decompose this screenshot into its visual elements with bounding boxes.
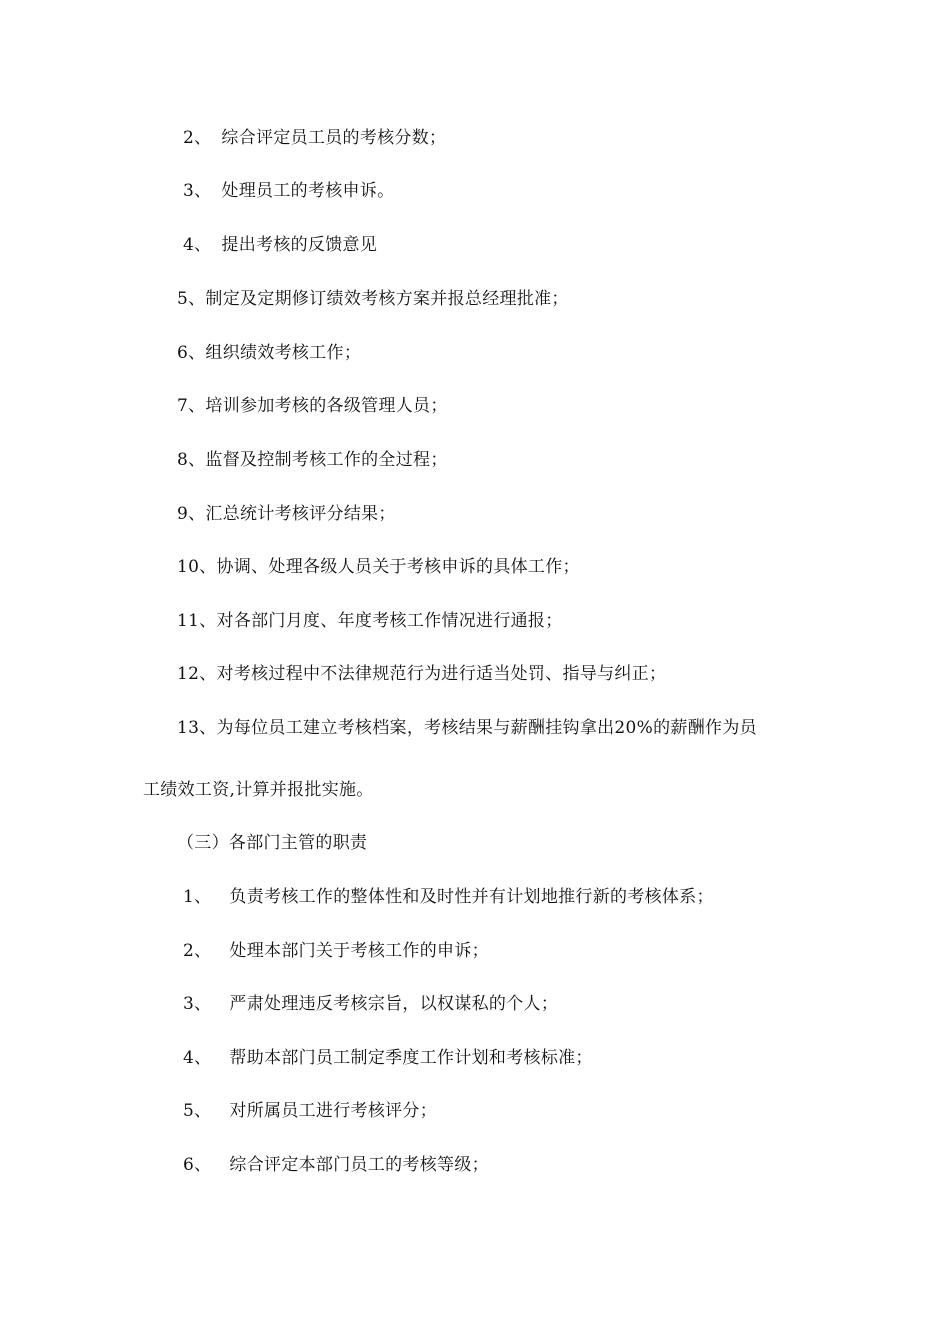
list-item xyxy=(183,992,558,1016)
list-item xyxy=(183,233,377,257)
item-text: 处理员工的考核申诉。 xyxy=(221,181,395,201)
list-item: 5、制定及定期修订绩效考核方案并报总经理批准； xyxy=(177,289,569,309)
item-number: 4、 xyxy=(183,1048,212,1068)
list-item xyxy=(183,939,489,963)
list-item xyxy=(183,126,446,150)
list-item xyxy=(183,1046,593,1070)
list-item: 8、监督及控制考核工作的全过程； xyxy=(177,450,448,470)
list-item: 12、对考核过程中不法律规范行为进行适当处罚、指导与纠正； xyxy=(177,664,667,684)
item-number: 1、 xyxy=(183,887,212,907)
list-item: 11、对各部门月度、年度考核工作情况进行通报； xyxy=(177,611,563,631)
list-item: 10、协调、处理各级人员关于考核申诉的具体工作； xyxy=(177,557,580,577)
item-number: 3、 xyxy=(183,181,212,201)
item-text: 帮助本部门员工制定季度工作计划和考核标准； xyxy=(229,1048,593,1068)
item-text: 严肃处理违反考核宗旨，以权谋私的个人； xyxy=(229,994,559,1014)
section-heading: （三）各部门主管的职责 xyxy=(177,833,368,853)
item-number: 3、 xyxy=(183,994,212,1014)
item-text: 负责考核工作的整体性和及时性并有计划地推行新的考核体系； xyxy=(229,887,714,907)
list-item xyxy=(183,1099,437,1123)
list-item: 9、汇总统计考核评分结果； xyxy=(177,504,396,524)
list-item xyxy=(183,179,394,203)
item-text: 处理本部门关于考核工作的申诉； xyxy=(229,941,489,961)
list-item: 6、组织绩效考核工作； xyxy=(177,343,362,363)
paragraph-line: 工绩效工资,计算并报批实施。 xyxy=(143,780,374,800)
list-item xyxy=(183,1153,489,1177)
item-number: 5、 xyxy=(183,1101,212,1121)
item-text: 综合评定员工员的考核分数； xyxy=(221,128,447,148)
list-item xyxy=(183,885,714,909)
paragraph-line: 13、为每位员工建立考核档案，考核结果与薪酬挂钩拿出20%的薪酬作为员 xyxy=(177,718,757,738)
item-text: 提出考核的反馈意见 xyxy=(221,235,378,255)
item-text: 综合评定本部门员工的考核等级； xyxy=(229,1155,489,1175)
list-item: 7、培训参加考核的各级管理人员； xyxy=(177,396,448,416)
item-text: 对所属员工进行考核评分； xyxy=(229,1101,438,1121)
item-number: 2、 xyxy=(183,941,212,961)
item-number: 6、 xyxy=(183,1155,212,1175)
item-number: 4、 xyxy=(183,235,212,255)
item-number: 2、 xyxy=(183,128,212,148)
